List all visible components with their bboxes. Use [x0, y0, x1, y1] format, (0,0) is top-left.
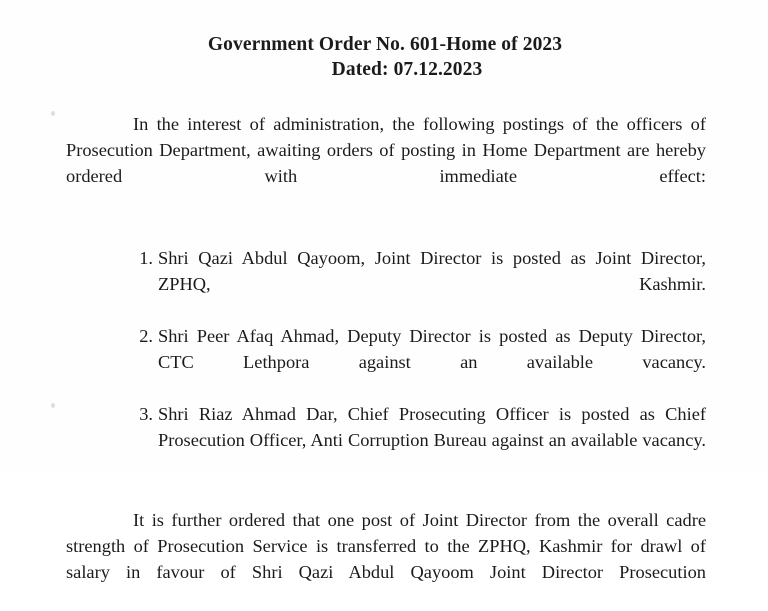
list-item-number: 3.: [139, 404, 153, 424]
list-item: [66, 245, 706, 323]
list-item-number: 1.: [139, 248, 153, 268]
list-item-number: 2.: [139, 326, 153, 346]
document-heading: [66, 0, 706, 82]
list-item: [66, 401, 706, 479]
order-date-line: Dated: 07.12.2023: [331, 59, 483, 80]
postings-list: [66, 245, 706, 479]
scan-artifact-speck: [51, 403, 55, 408]
list-item-text: Shri Qazi Abdul Qayoom, Joint Director is posted as Joint Director, ZPHQ, Kashmir.: [158, 248, 706, 294]
list-item-text: Shri Riaz Ahmad Dar, Chief Prosecuting Officer is posted as Chief Prosecution Officer, Anti Corruption Bureau against an available vacancy.: [158, 404, 706, 450]
scan-artifact-speck: [51, 111, 55, 116]
list-item-text: Shri Peer Afaq Ahmad, Deputy Director is posted as Deputy Director, CTC Lethpora against an available vacancy.: [158, 326, 706, 372]
order-number-line: Government Order No. 601-Home of 2023: [207, 34, 563, 55]
list-item: [66, 323, 706, 401]
closing-paragraph: It is further ordered that one post of Joint Director from the overall cadre strength of Prosecution Service is transferred to the ZPHQ, Kashmir for drawl of salary in favour of Shri Qazi Abdul Qayoom Joint Director Prosecution: [66, 510, 706, 582]
intro-paragraph: In the interest of administration, the following postings of the officers of Prosecution Department, awaiting orders of posting in Home Department are hereby ordered with immediate effect:: [66, 114, 706, 186]
document-body: [66, 0, 706, 611]
